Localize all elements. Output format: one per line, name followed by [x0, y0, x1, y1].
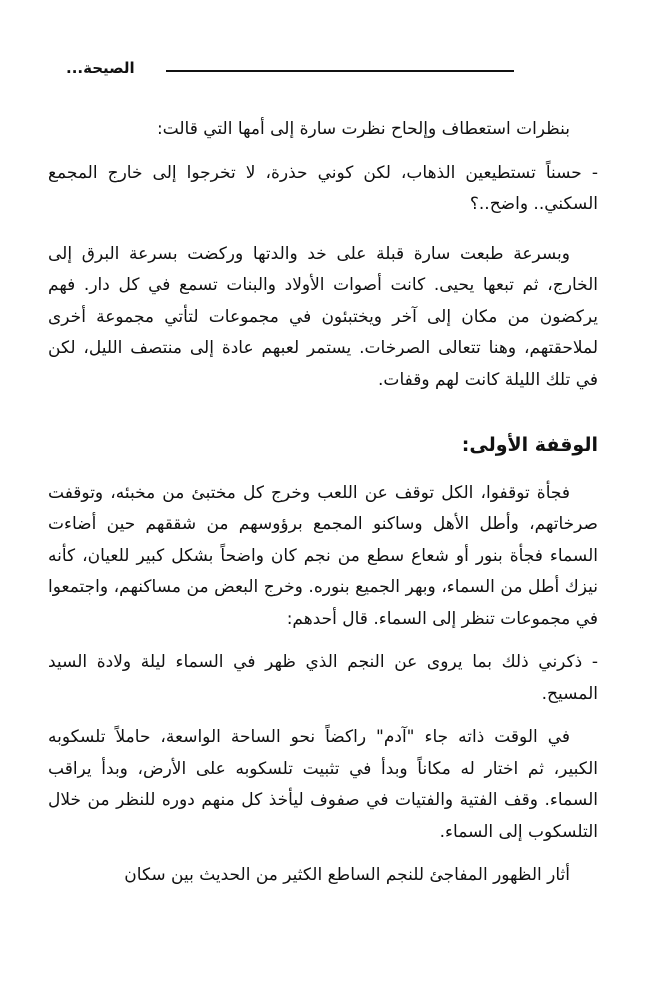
- section-heading: الوقفة الأولى:: [461, 434, 598, 456]
- book-page: [48, 0, 598, 1000]
- running-header: [48, 58, 598, 80]
- body-text: [48, 114, 598, 892]
- dialogue-line-1: - حسناً تستطيعين الذهاب، لكن كوني حذرة، لا تخرجوا إلى خارج المجمع السكني.. واضح..؟: [48, 162, 598, 214]
- dialogue-line-2: - ذكرني ذلك بما يروى عن النجم الذي ظهر في السماء ليلة ولادة السيد المسيح.: [48, 652, 598, 704]
- paragraph-3: فجأة توقفوا، الكل توقف عن اللعب وخرج كل مختبئ من مخبئه، وتوقفت صرخاتهم، وأطل الأهل وساكنو المجمع برؤوسهم من شققهم حين أضاءت السماء فجأة بنور أو شعاع سطع من نجم كان واضحاً بشكل كبير للعيان، كأنه نيزك أطل من السماء، وبهر الجميع بنوره. وخرج البعض من مساكنهم، واجتمعوا في مجموعات تنظر إلى السماء. قال أحدهم:: [48, 482, 598, 629]
- paragraph-1: بنظرات استعطاف وإلحاح نظرت سارة إلى أمها التي قالت:: [156, 119, 570, 139]
- paragraph-2: وبسرعة طبعت سارة قبلة على خد والدتها وركضت بسرعة البرق إلى الخارج، ثم تبعها يحيى. كانت أصوات الأولاد والبنات تسمع في كل دار. فهم يركضون من مكان إلى آخر ويختبئون في مجموعات لتأتي مجموعة أخرى لملاحقتهم، وهنا تتعالى الصرخات. يستمر لعبهم عادة إلى منتصف الليل، لكن في تلك الليلة كانت لهم وقفات.: [48, 243, 598, 390]
- running-header-title: الصيحة...: [66, 59, 135, 77]
- paragraph-4: في الوقت ذاته جاء "آدم" راكضاً نحو الساحة الواسعة، حاملاً تلسكوبه الكبير، ثم اختار له مكاناً وبدأ في تثبيت تلسكوبه على الأرض، وبدأ يراقب السماء. وقف الفتية والفتيات في صفوف ليأخذ كل منهم دوره للنظر من خلال التلسكوب إلى السماء.: [48, 727, 598, 842]
- paragraph-5: أثار الظهور المفاجئ للنجم الساطع الكثير من الحديث بين سكان: [124, 865, 570, 885]
- header-rule: [166, 70, 514, 72]
